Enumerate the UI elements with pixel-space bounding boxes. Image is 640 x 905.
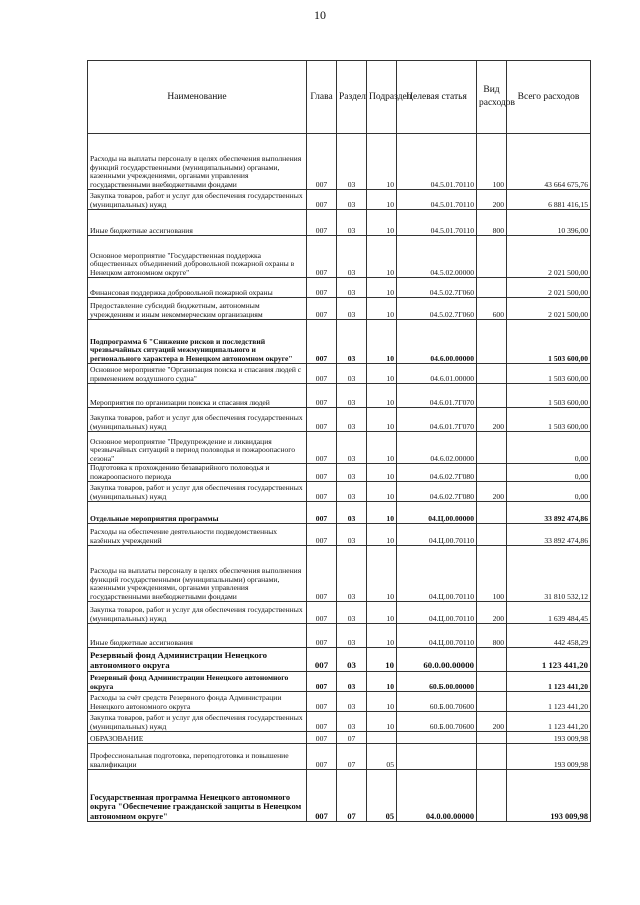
cell-chapter: 007	[307, 744, 337, 770]
header-name: Наименование	[88, 61, 307, 134]
cell-total: 1 503 600,00	[507, 408, 591, 432]
cell-section: 03	[337, 298, 367, 320]
cell-section: 03	[337, 672, 367, 692]
cell-target-article: 04.5.01.70110	[397, 210, 477, 236]
cell-chapter: 007	[307, 502, 337, 524]
table-row	[88, 744, 591, 770]
cell-subsection: 10	[367, 624, 397, 648]
cell-chapter: 007	[307, 648, 337, 672]
cell-subsection: 10	[367, 210, 397, 236]
table-row	[88, 524, 591, 546]
cell-name: Подготовка к прохождению безаварийного половодья и пожароопасного периода	[88, 464, 307, 482]
cell-section: 03	[337, 278, 367, 298]
table-row	[88, 464, 591, 482]
cell-section: 03	[337, 648, 367, 672]
cell-total: 1 123 441,20	[507, 692, 591, 712]
cell-name: Отдельные мероприятия программы	[88, 502, 307, 524]
cell-target-article: 04.5.02.7Г060	[397, 298, 477, 320]
cell-name: Основное мероприятие "Организация поиска и спасания людей с применением воздушного судна"	[88, 364, 307, 384]
cell-section: 03	[337, 502, 367, 524]
cell-subsection	[367, 732, 397, 744]
cell-target-article: 04.Ц.00.70110	[397, 624, 477, 648]
cell-subsection: 10	[367, 432, 397, 464]
cell-section: 07	[337, 744, 367, 770]
cell-chapter: 007	[307, 672, 337, 692]
cell-subsection: 10	[367, 546, 397, 602]
cell-name: Закупка товаров, работ и услуг для обеспечения государственных (муниципальных) нужд	[88, 712, 307, 732]
cell-chapter: 007	[307, 384, 337, 408]
cell-name: Подпрограмма 6 "Снижение рисков и последствий чрезвычайных ситуаций межмуниципального и регионального характера в Ненецком автономном округе"	[88, 320, 307, 364]
table-row	[88, 546, 591, 602]
cell-total: 193 009,98	[507, 770, 591, 822]
cell-subsection: 10	[367, 482, 397, 502]
cell-expense-type: 200	[477, 712, 507, 732]
cell-subsection: 10	[367, 320, 397, 364]
cell-section: 03	[337, 408, 367, 432]
cell-chapter: 007	[307, 464, 337, 482]
cell-total: 193 009,98	[507, 744, 591, 770]
table-row	[88, 692, 591, 712]
cell-section: 03	[337, 364, 367, 384]
cell-expense-type: 800	[477, 624, 507, 648]
table-row	[88, 408, 591, 432]
cell-name: Финансовая поддержка добровольной пожарной охраны	[88, 278, 307, 298]
cell-expense-type	[477, 502, 507, 524]
cell-subsection: 10	[367, 602, 397, 624]
cell-chapter: 007	[307, 320, 337, 364]
header-total: Всего расходов	[507, 61, 591, 134]
cell-expense-type	[477, 692, 507, 712]
cell-subsection: 10	[367, 364, 397, 384]
table-row	[88, 134, 591, 190]
cell-section: 07	[337, 732, 367, 744]
cell-chapter: 007	[307, 546, 337, 602]
cell-chapter: 007	[307, 602, 337, 624]
cell-name: Резервный фонд Администрации Ненецкого автономного округа	[88, 648, 307, 672]
cell-expense-type: 100	[477, 546, 507, 602]
cell-expense-type: 200	[477, 602, 507, 624]
cell-target-article: 04.5.01.70110	[397, 134, 477, 190]
table-row	[88, 384, 591, 408]
cell-subsection: 05	[367, 744, 397, 770]
table-row	[88, 770, 591, 822]
cell-section: 03	[337, 624, 367, 648]
header-section: Раздел	[337, 61, 367, 134]
cell-target-article: 60.Б.00.70600	[397, 712, 477, 732]
cell-target-article	[397, 732, 477, 744]
cell-target-article: 60.Б.00.70600	[397, 692, 477, 712]
table-row	[88, 278, 591, 298]
cell-target-article: 04.Ц.00.70110	[397, 602, 477, 624]
cell-expense-type: 200	[477, 482, 507, 502]
cell-target-article: 60.0.00.00000	[397, 648, 477, 672]
cell-target-article: 04.Ц.00.70110	[397, 524, 477, 546]
cell-chapter: 007	[307, 432, 337, 464]
cell-expense-type: 200	[477, 190, 507, 210]
table-row	[88, 732, 591, 744]
cell-subsection: 10	[367, 278, 397, 298]
table-row	[88, 712, 591, 732]
cell-total: 2 021 500,00	[507, 278, 591, 298]
cell-subsection: 10	[367, 502, 397, 524]
cell-chapter: 007	[307, 298, 337, 320]
header-target-article: Целевая статья	[397, 61, 477, 134]
cell-target-article: 04.6.01.7Г070	[397, 384, 477, 408]
table-row	[88, 624, 591, 648]
table-row	[88, 320, 591, 364]
header-subsection: Подраздел	[367, 61, 397, 134]
cell-subsection: 10	[367, 408, 397, 432]
page-number: 10	[314, 8, 326, 22]
cell-section: 03	[337, 320, 367, 364]
cell-expense-type: 100	[477, 134, 507, 190]
cell-total: 6 881 416,15	[507, 190, 591, 210]
cell-total: 33 892 474,86	[507, 502, 591, 524]
cell-name: Основное мероприятие "Предупреждение и ликвидация чрезвычайных ситуаций в период половодья и пожароопасного сезона"	[88, 432, 307, 464]
cell-total: 1 503 600,00	[507, 364, 591, 384]
cell-total: 0,00	[507, 482, 591, 502]
cell-expense-type	[477, 432, 507, 464]
table-row	[88, 190, 591, 210]
cell-section: 03	[337, 712, 367, 732]
cell-target-article: 04.6.00.00000	[397, 320, 477, 364]
header-row	[88, 61, 591, 134]
cell-name: Мероприятия по организации поиска и спасания людей	[88, 384, 307, 408]
cell-section: 03	[337, 546, 367, 602]
cell-name: Закупка товаров, работ и услуг для обеспечения государственных (муниципальных) нужд	[88, 602, 307, 624]
cell-expense-type: 600	[477, 298, 507, 320]
cell-name: Расходы на выплаты персоналу в целях обеспечения выполнения функций государственными (муниципальными) органами, казенными учреждениями, органами управления государственными внебюджетными фондами	[88, 546, 307, 602]
cell-total: 2 021 500,00	[507, 298, 591, 320]
cell-name: Иные бюджетные ассигнования	[88, 210, 307, 236]
cell-name: Иные бюджетные ассигнования	[88, 624, 307, 648]
cell-subsection: 10	[367, 190, 397, 210]
cell-name: Основное мероприятие "Государственная поддержка общественных объединений добровольной пожарной охраны в Ненецком автономном округе"	[88, 236, 307, 278]
cell-section: 03	[337, 464, 367, 482]
cell-expense-type	[477, 278, 507, 298]
cell-section: 03	[337, 602, 367, 624]
cell-subsection: 10	[367, 672, 397, 692]
table-row	[88, 482, 591, 502]
cell-total: 31 810 532,12	[507, 546, 591, 602]
cell-total: 1 503 600,00	[507, 320, 591, 364]
cell-expense-type	[477, 320, 507, 364]
table-row	[88, 236, 591, 278]
header-expense-type: Вид расходов	[477, 61, 507, 134]
cell-name: Профессиональная подготовка, переподготовка и повышение квалификации	[88, 744, 307, 770]
cell-total: 1 123 441,20	[507, 712, 591, 732]
cell-chapter: 007	[307, 712, 337, 732]
cell-name: Закупка товаров, работ и услуг для обеспечения государственных (муниципальных) нужд	[88, 190, 307, 210]
cell-target-article: 04.0.00.00000	[397, 770, 477, 822]
cell-chapter: 007	[307, 134, 337, 190]
cell-chapter: 007	[307, 482, 337, 502]
cell-chapter: 007	[307, 210, 337, 236]
cell-target-article: 04.5.01.70110	[397, 190, 477, 210]
cell-name: Предоставление субсидий бюджетным, автономным учреждениям и иным некоммерческим организациям	[88, 298, 307, 320]
cell-chapter: 007	[307, 236, 337, 278]
cell-chapter: 007	[307, 278, 337, 298]
cell-target-article	[397, 744, 477, 770]
cell-chapter: 007	[307, 624, 337, 648]
cell-subsection: 10	[367, 464, 397, 482]
cell-total: 0,00	[507, 464, 591, 482]
cell-section: 03	[337, 432, 367, 464]
table-row	[88, 672, 591, 692]
cell-expense-type: 200	[477, 408, 507, 432]
cell-subsection: 10	[367, 298, 397, 320]
table-row	[88, 432, 591, 464]
cell-expense-type	[477, 364, 507, 384]
cell-target-article: 04.5.02.7Г060	[397, 278, 477, 298]
table-row	[88, 602, 591, 624]
cell-target-article: 04.5.02.00000	[397, 236, 477, 278]
cell-target-article: 04.Ц.00.00000	[397, 502, 477, 524]
cell-subsection: 10	[367, 692, 397, 712]
header-chapter: Глава	[307, 61, 337, 134]
table-row	[88, 364, 591, 384]
cell-name: Закупка товаров, работ и услуг для обеспечения государственных (муниципальных) нужд	[88, 408, 307, 432]
cell-expense-type	[477, 672, 507, 692]
cell-section: 03	[337, 134, 367, 190]
cell-section: 03	[337, 384, 367, 408]
cell-target-article: 60.Б.00.00000	[397, 672, 477, 692]
cell-subsection: 10	[367, 384, 397, 408]
cell-total: 1 123 441,20	[507, 648, 591, 672]
budget-table	[87, 60, 591, 822]
table-row	[88, 210, 591, 236]
cell-total: 0,00	[507, 432, 591, 464]
cell-total: 442 458,29	[507, 624, 591, 648]
cell-section: 03	[337, 482, 367, 502]
cell-subsection: 05	[367, 770, 397, 822]
cell-target-article: 04.6.01.7Г070	[397, 408, 477, 432]
cell-expense-type	[477, 384, 507, 408]
cell-expense-type: 800	[477, 210, 507, 236]
cell-expense-type	[477, 744, 507, 770]
cell-section: 03	[337, 236, 367, 278]
cell-total: 193 009,98	[507, 732, 591, 744]
cell-expense-type	[477, 648, 507, 672]
cell-subsection: 10	[367, 712, 397, 732]
cell-total: 10 396,00	[507, 210, 591, 236]
cell-chapter: 007	[307, 190, 337, 210]
cell-chapter: 007	[307, 364, 337, 384]
cell-name: Закупка товаров, работ и услуг для обеспечения государственных (муниципальных) нужд	[88, 482, 307, 502]
cell-total: 1 123 441,20	[507, 672, 591, 692]
cell-subsection: 10	[367, 524, 397, 546]
cell-subsection: 10	[367, 648, 397, 672]
cell-total: 43 664 675,76	[507, 134, 591, 190]
cell-target-article: 04.6.02.7Г080	[397, 482, 477, 502]
cell-total: 2 021 500,00	[507, 236, 591, 278]
cell-chapter: 007	[307, 732, 337, 744]
cell-name: ОБРАЗОВАНИЕ	[88, 732, 307, 744]
cell-section: 03	[337, 190, 367, 210]
cell-expense-type	[477, 524, 507, 546]
cell-chapter: 007	[307, 770, 337, 822]
cell-expense-type	[477, 770, 507, 822]
cell-chapter: 007	[307, 692, 337, 712]
cell-total: 33 892 474,86	[507, 524, 591, 546]
cell-section: 03	[337, 692, 367, 712]
cell-name: Расходы за счёт средств Резервного фонда Администрации Ненецкого автономного округа	[88, 692, 307, 712]
cell-section: 03	[337, 524, 367, 546]
cell-target-article: 04.6.02.00000	[397, 432, 477, 464]
cell-expense-type	[477, 236, 507, 278]
cell-section: 07	[337, 770, 367, 822]
table-row	[88, 648, 591, 672]
cell-target-article: 04.6.01.00000	[397, 364, 477, 384]
cell-expense-type	[477, 732, 507, 744]
table-row	[88, 298, 591, 320]
cell-chapter: 007	[307, 524, 337, 546]
table-row	[88, 502, 591, 524]
cell-name: Резервный фонд Администрации Ненецкого автономного округа	[88, 672, 307, 692]
cell-name: Государственная программа Ненецкого автономного округа "Обеспечение гражданской защиты в Ненецком автономном округе"	[88, 770, 307, 822]
cell-section: 03	[337, 210, 367, 236]
cell-name: Расходы на выплаты персоналу в целях обеспечения выполнения функций государственными (муниципальными) органами, казенными учреждениями, органами управления государственными внебюджетными фондами	[88, 134, 307, 190]
cell-target-article: 04.Ц.00.70110	[397, 546, 477, 602]
cell-chapter: 007	[307, 408, 337, 432]
cell-total: 1 639 484,45	[507, 602, 591, 624]
cell-subsection: 10	[367, 236, 397, 278]
cell-expense-type	[477, 464, 507, 482]
cell-target-article: 04.6.02.7Г080	[397, 464, 477, 482]
cell-total: 1 503 600,00	[507, 384, 591, 408]
cell-subsection: 10	[367, 134, 397, 190]
cell-name: Расходы на обеспечение деятельности подведомственных казённых учреждений	[88, 524, 307, 546]
